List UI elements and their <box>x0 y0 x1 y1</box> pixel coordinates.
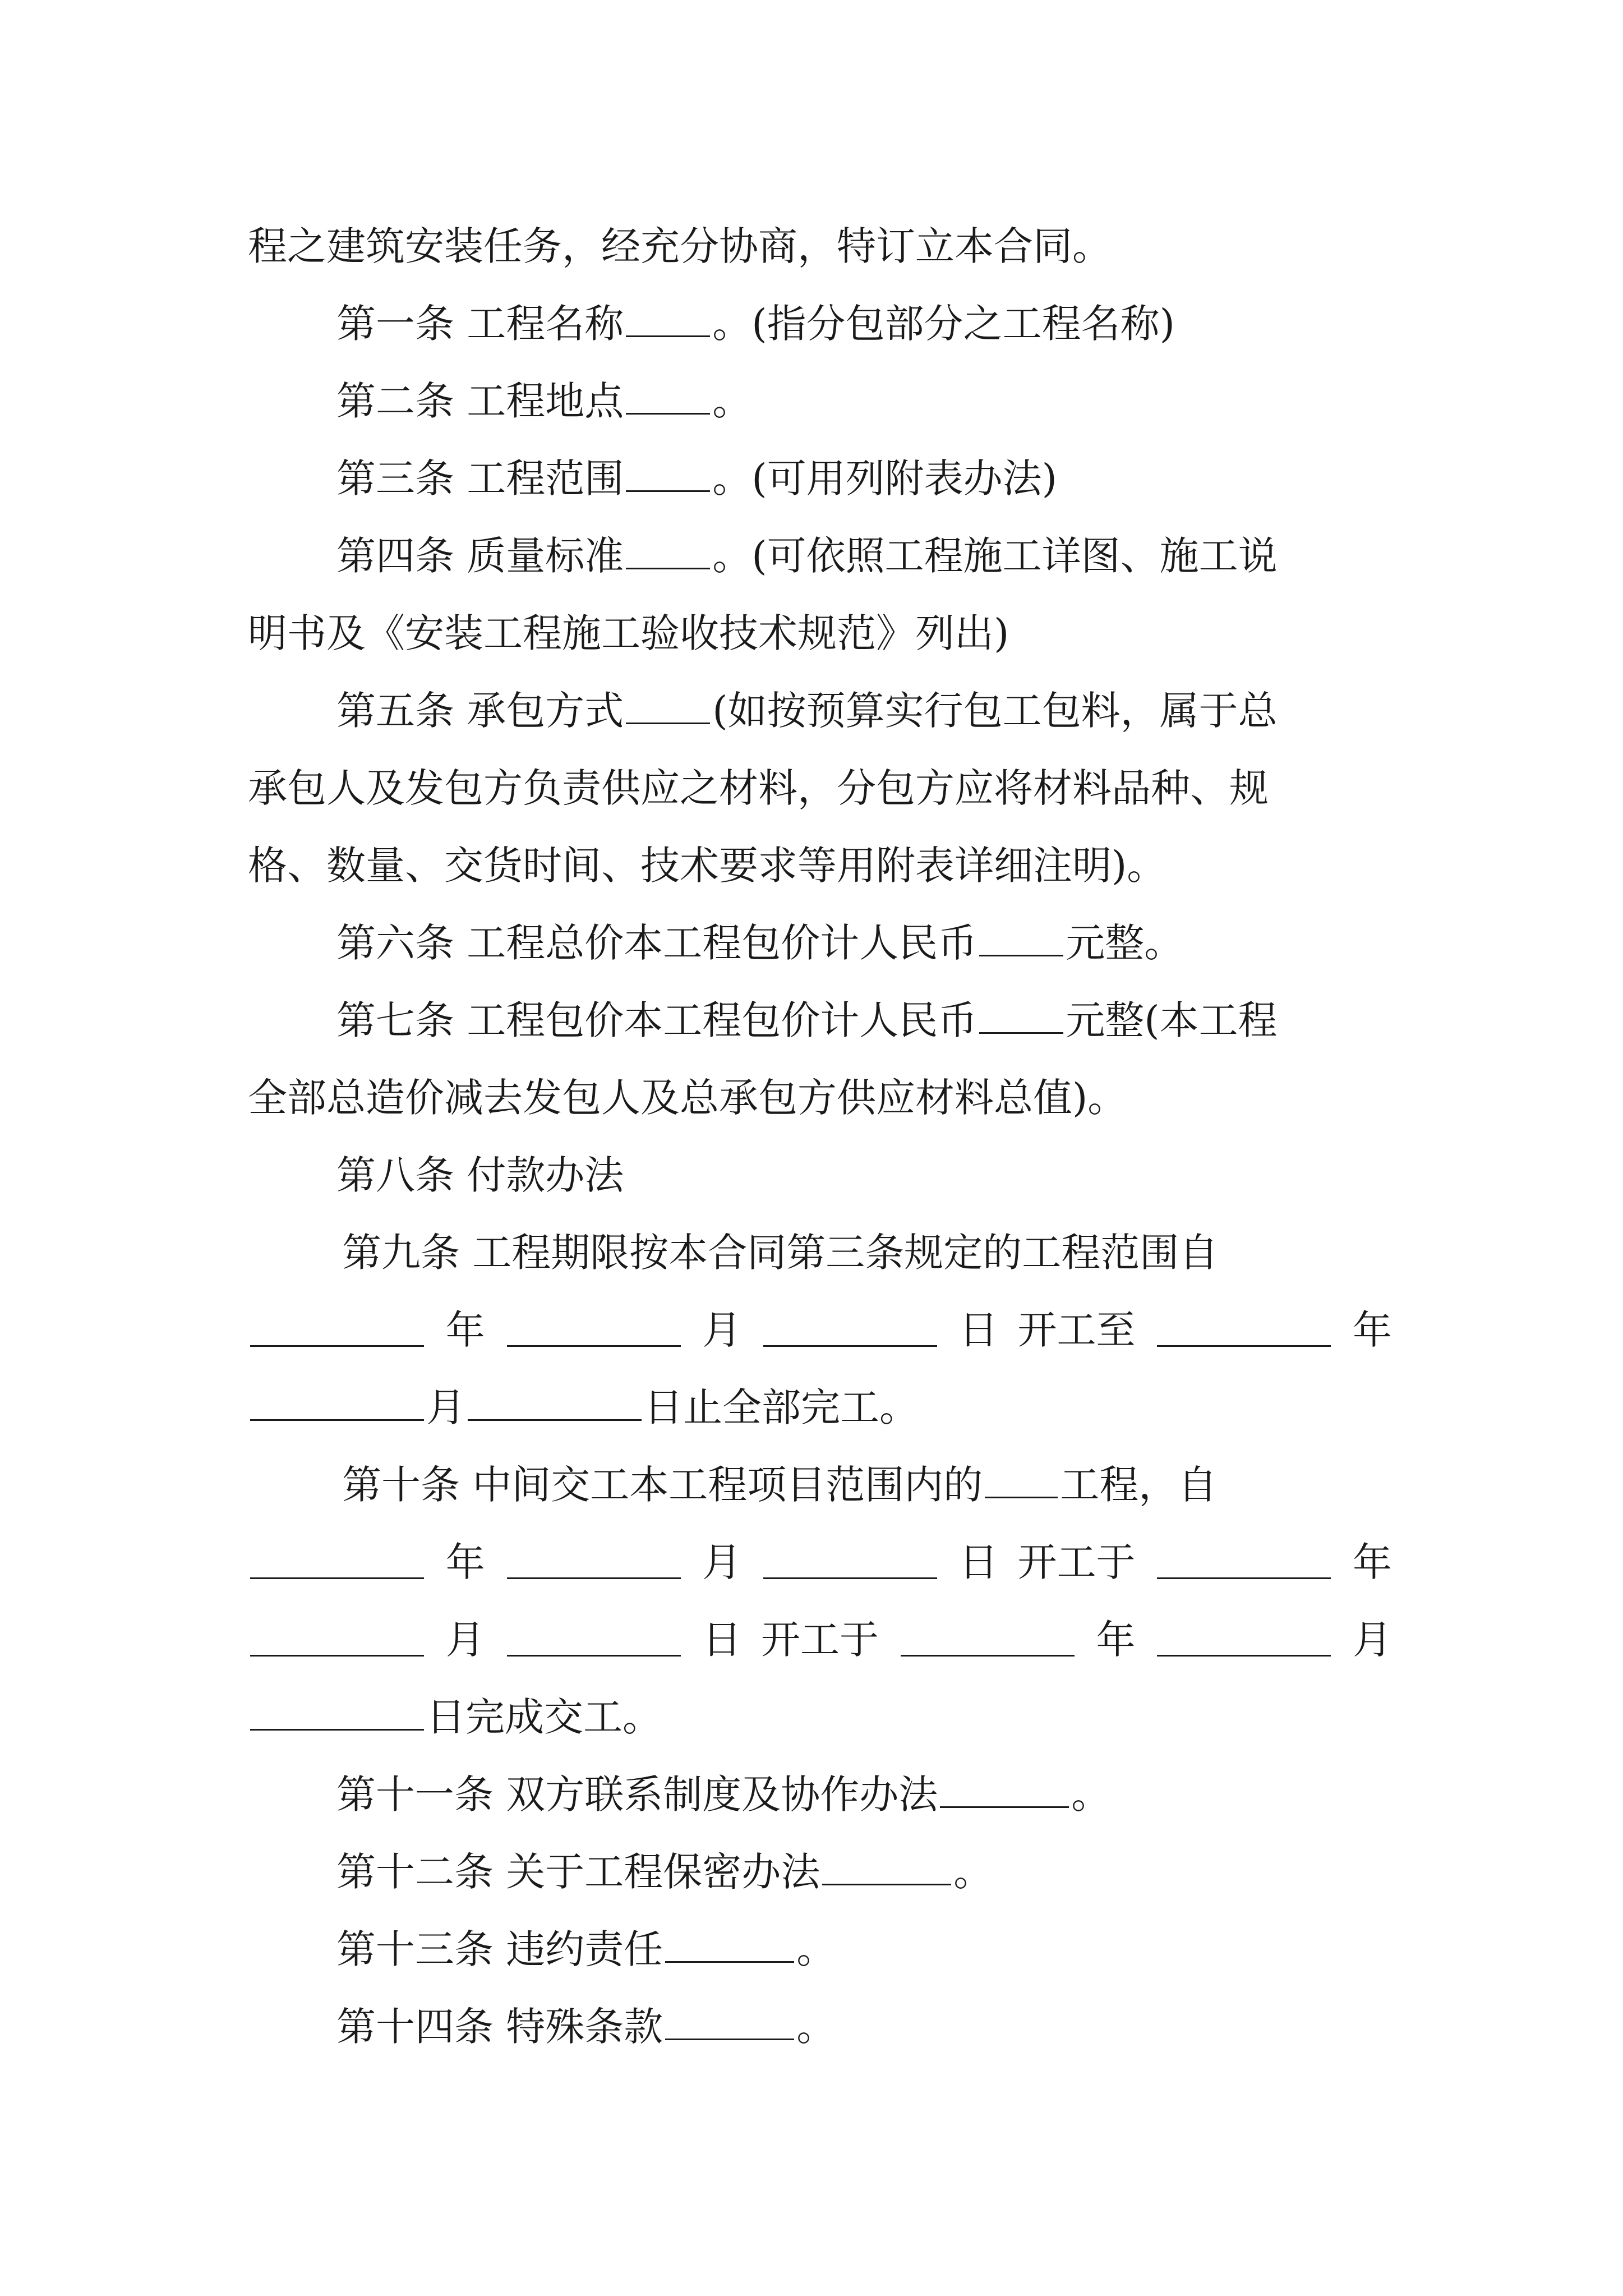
article-14 <box>248 1988 1392 2065</box>
article-head: 第六条 工程总价本工程包价计人民币 <box>336 920 978 966</box>
fill-blank[interactable] <box>626 536 710 569</box>
article-head: 第十二条 关于工程保密办法 <box>336 1849 820 1895</box>
article-tail: 。(可依照工程施工详图、施工说 <box>712 533 1278 579</box>
month-label: 月 <box>426 1384 465 1430</box>
fill-blank[interactable] <box>822 1852 951 1885</box>
text: 格、数量、交货时间、技术要求等用附表详细注明)。 <box>248 843 1166 889</box>
fill-blank[interactable] <box>979 1001 1063 1034</box>
fill-blank[interactable] <box>940 1775 1069 1808</box>
fill-blank[interactable] <box>763 1314 937 1347</box>
fill-blank[interactable] <box>1157 1546 1331 1579</box>
fill-blank[interactable] <box>468 1388 642 1421</box>
article-head: 第十一条 双方联系制度及协作办法 <box>336 1772 938 1818</box>
month-label: 月 <box>1353 1617 1392 1663</box>
article-tail: 。 <box>953 1849 993 1895</box>
article-10-dates-1 <box>248 1524 1392 1601</box>
month-label: 月 <box>445 1617 485 1663</box>
start-label: 开工至 <box>1017 1307 1136 1353</box>
article-7 <box>248 982 1392 1059</box>
end-text: 日止全部完工。 <box>644 1384 919 1430</box>
article-4-cont <box>248 595 1392 672</box>
fill-blank[interactable] <box>1157 1623 1331 1657</box>
end-text: 日完成交工。 <box>426 1694 662 1740</box>
paragraph-line <box>248 208 1392 285</box>
article-head: 第七条 工程包价本工程包价计人民币 <box>336 997 978 1043</box>
article-tail: 。 <box>796 1926 836 1972</box>
fill-blank[interactable] <box>250 1546 424 1579</box>
article-7-cont <box>248 1059 1392 1137</box>
day-label: 日 <box>958 1539 998 1585</box>
article-5-cont-2 <box>248 827 1392 904</box>
article-9-end <box>248 1369 1392 1446</box>
fill-blank[interactable] <box>626 381 710 415</box>
fill-blank[interactable] <box>626 691 710 724</box>
fill-blank[interactable] <box>250 1388 424 1421</box>
article-9-dates <box>248 1291 1392 1369</box>
article-tail: 。(可用列附表办法) <box>712 455 1057 501</box>
article-head: 第十四条 特殊条款 <box>336 2004 663 2050</box>
article-10 <box>248 1446 1392 1524</box>
article-10-end <box>248 1678 1392 1756</box>
text: 程之建筑安装任务，经充分协商，特订立本合同。 <box>248 223 1112 269</box>
article-head: 第十三条 违约责任 <box>336 1926 663 1972</box>
fill-blank[interactable] <box>250 1623 424 1657</box>
article-tail: 。 <box>712 378 752 424</box>
fill-blank[interactable] <box>1157 1314 1331 1347</box>
fill-blank[interactable] <box>250 1314 424 1347</box>
article-tail: (如按预算实行包工包料，属于总 <box>712 688 1278 734</box>
fill-blank[interactable] <box>507 1314 681 1347</box>
article-2 <box>248 362 1392 440</box>
article-4 <box>248 517 1392 595</box>
article-head: 第八条 付款办法 <box>336 1152 624 1198</box>
fill-blank[interactable] <box>250 1697 424 1731</box>
article-5 <box>248 672 1392 749</box>
fill-blank[interactable] <box>626 459 710 492</box>
month-label: 月 <box>702 1539 742 1585</box>
article-6 <box>248 904 1392 982</box>
article-head: 第三条 工程范围 <box>336 455 624 501</box>
article-5-cont-1 <box>248 749 1392 827</box>
day-label: 日 <box>702 1617 742 1663</box>
text: 明书及《安装工程施工验收技术规范》列出) <box>248 610 1009 656</box>
article-9 <box>248 1214 1392 1291</box>
article-head: 第四条 质量标准 <box>336 533 624 579</box>
article-tail: 。 <box>1071 1772 1111 1818</box>
fill-blank[interactable] <box>626 304 710 337</box>
fill-blank[interactable] <box>665 2007 794 2040</box>
year-label: 年 <box>445 1539 485 1585</box>
article-1 <box>248 285 1392 362</box>
year-label: 年 <box>1096 1617 1136 1663</box>
year-label: 年 <box>1353 1539 1392 1585</box>
contract-body <box>248 208 1392 2065</box>
article-head: 第十条 中间交工本工程项目范围内的 <box>342 1462 983 1508</box>
month-label: 月 <box>702 1307 742 1353</box>
fill-blank[interactable] <box>979 923 1063 956</box>
article-tail: 元整。 <box>1066 920 1184 966</box>
day-label: 日 <box>958 1307 998 1353</box>
article-8 <box>248 1137 1392 1214</box>
article-3 <box>248 440 1392 517</box>
article-head: 第九条 工程期限按本合同第三条规定的工程范围自 <box>342 1230 1219 1276</box>
year-label: 年 <box>445 1307 485 1353</box>
fill-blank[interactable] <box>507 1623 681 1657</box>
year-label: 年 <box>1353 1307 1392 1353</box>
article-tail: 元整(本工程 <box>1066 997 1278 1043</box>
article-12 <box>248 1833 1392 1911</box>
text: 承包人及发包方负责供应之材料，分包方应将材料品种、规 <box>248 765 1269 811</box>
fill-blank[interactable] <box>665 1930 794 1963</box>
article-head: 第一条 工程名称 <box>336 301 624 347</box>
article-10-dates-2 <box>248 1601 1392 1678</box>
article-head: 第二条 工程地点 <box>336 378 624 424</box>
fill-blank[interactable] <box>507 1546 681 1579</box>
fill-blank[interactable] <box>763 1546 937 1579</box>
article-13 <box>248 1911 1392 1988</box>
article-tail: 。(指分包部分之工程名称) <box>712 301 1175 347</box>
article-11 <box>248 1756 1392 1833</box>
article-tail: 。 <box>796 2004 836 2050</box>
text: 全部总造价减去发包人及总承包方供应材料总值)。 <box>248 1075 1127 1121</box>
fill-blank[interactable] <box>901 1623 1075 1657</box>
start-label: 开工于 <box>761 1617 879 1663</box>
article-head: 第五条 承包方式 <box>336 688 624 734</box>
article-head-tail: 工程，自 <box>1060 1462 1218 1508</box>
fill-blank[interactable] <box>985 1465 1058 1498</box>
start-label: 开工于 <box>1017 1539 1136 1585</box>
